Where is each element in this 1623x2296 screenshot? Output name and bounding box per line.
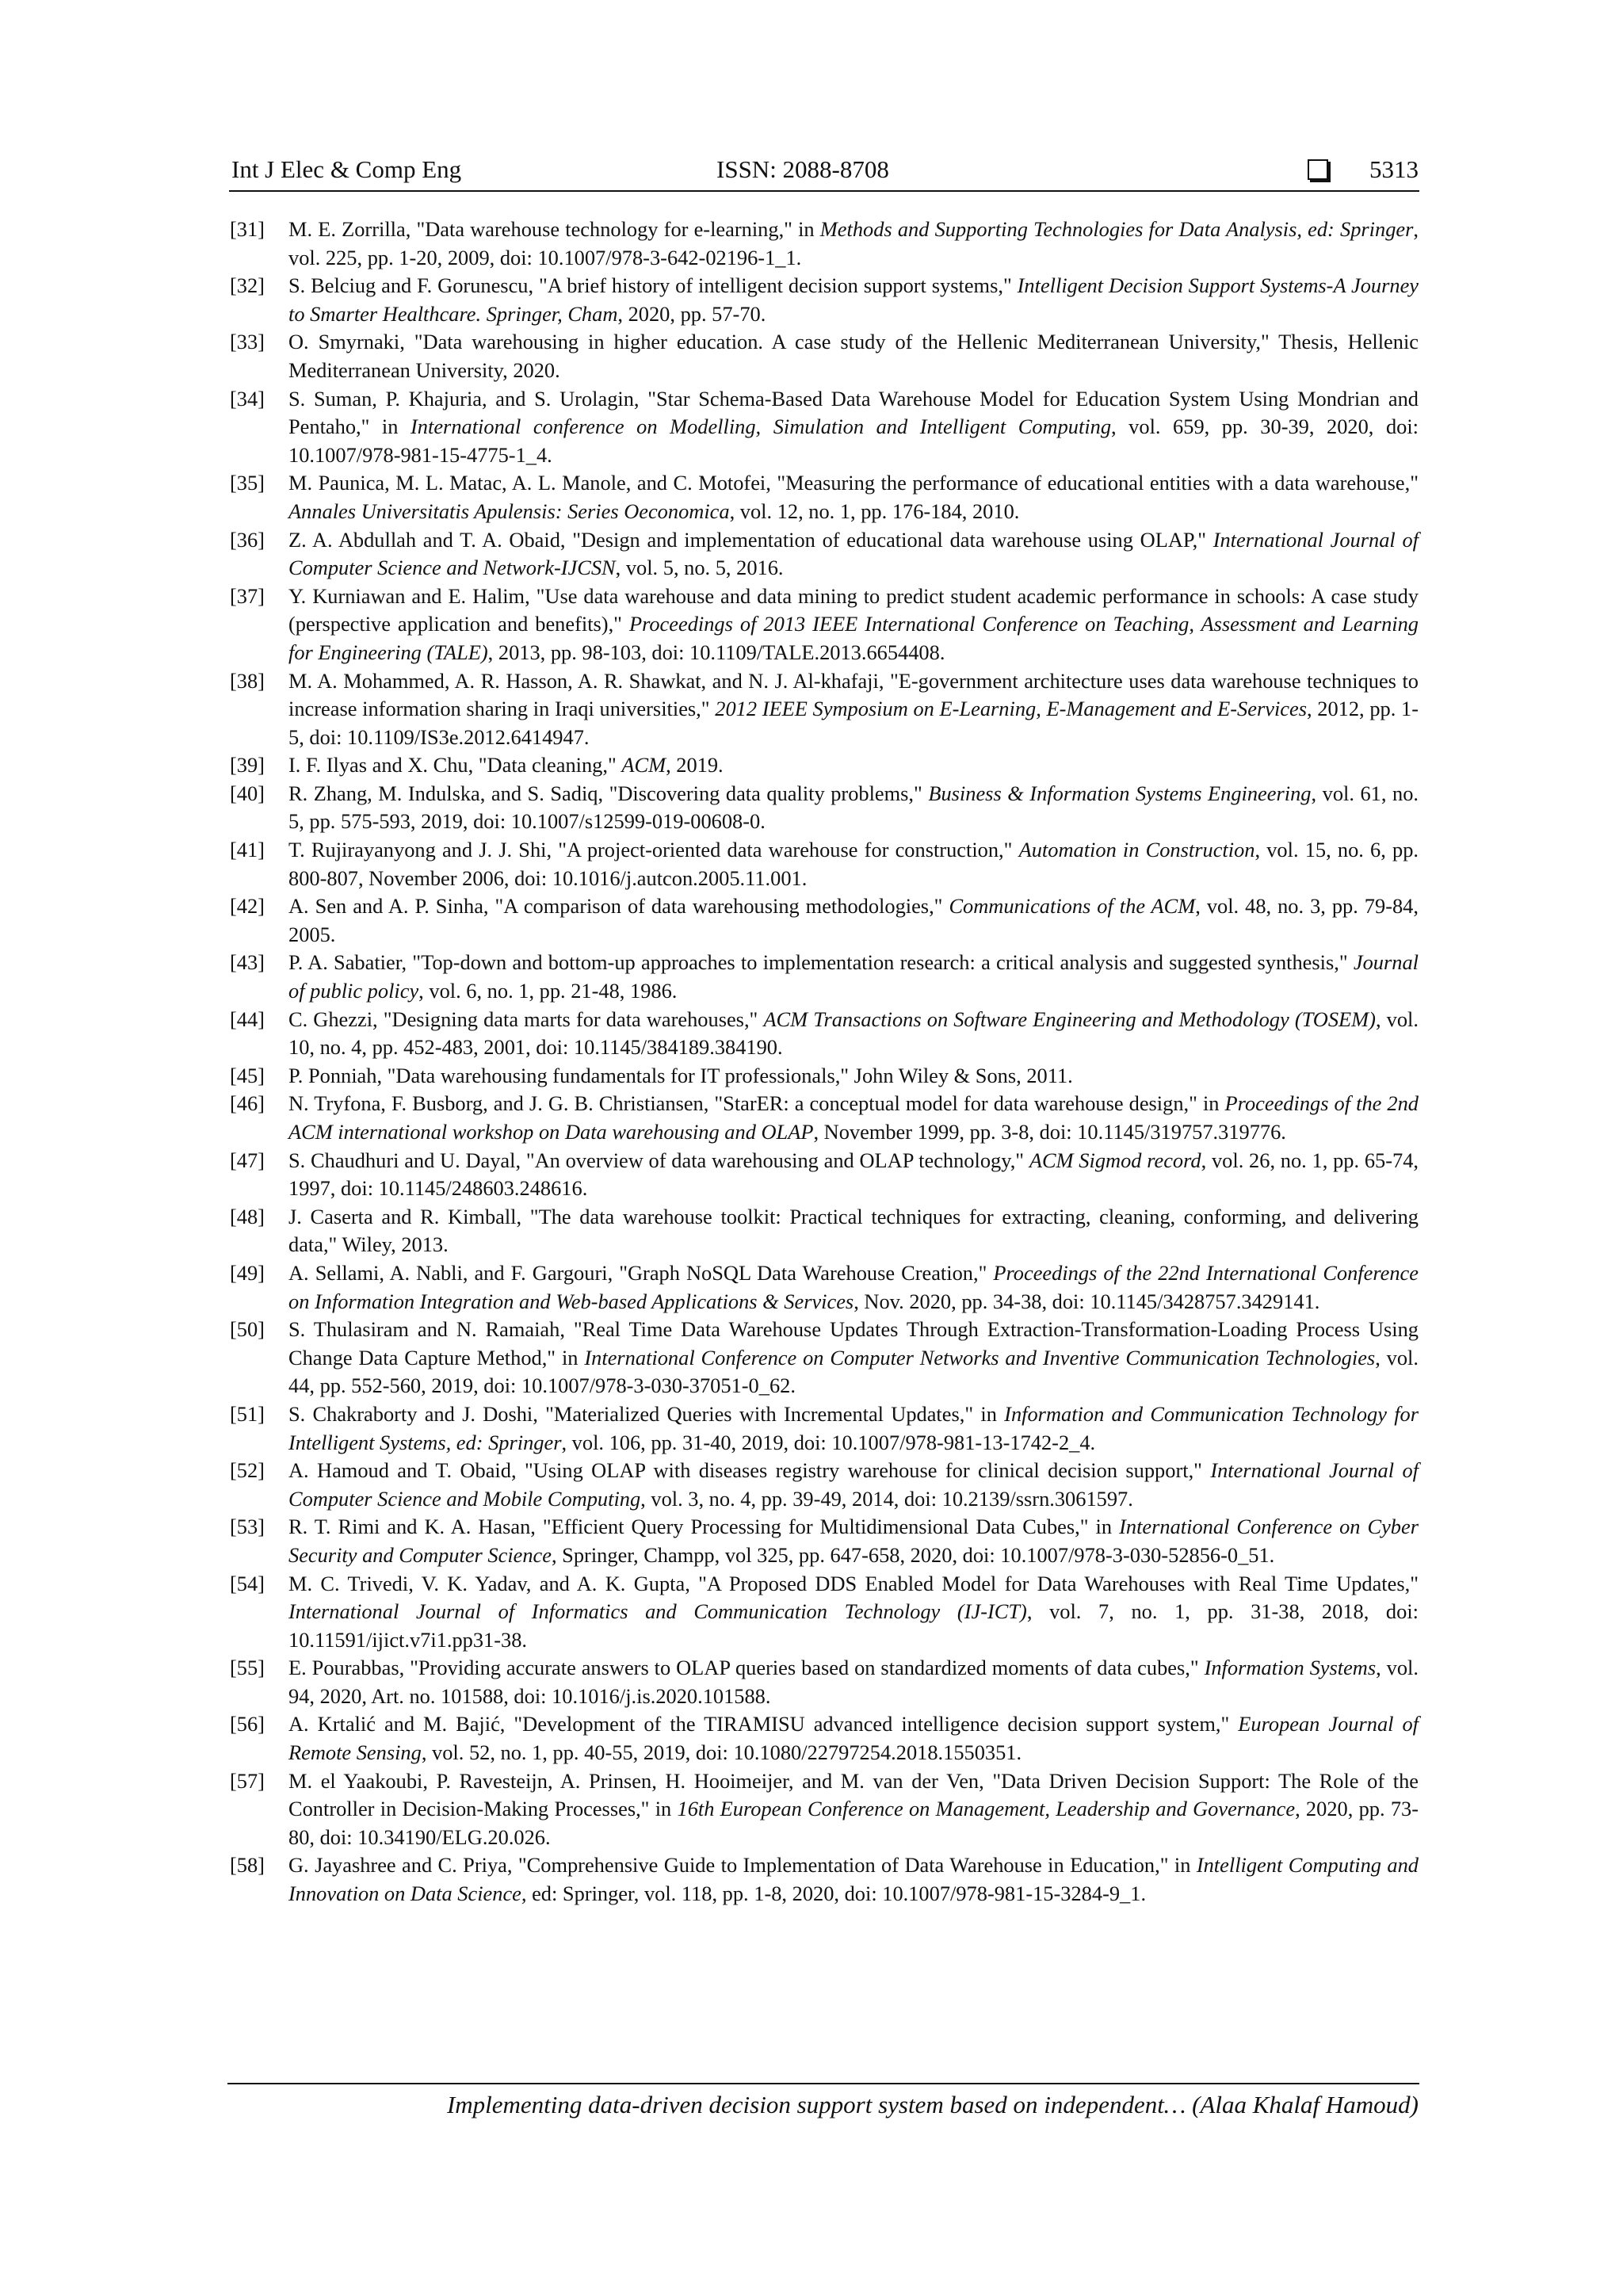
reference-number: [37] xyxy=(230,583,265,608)
reference-text: , 2012, pp. 1-5, doi: 10.1109/IS3e.2012.6414947. xyxy=(288,697,1419,749)
reference-number: [33] xyxy=(230,330,265,354)
reference-text: M. el Yaakoubi, P. Ravesteijn, A. Prinsen, H. Hooimeijer, and M. van der Ven, "Data Driven Decision Support: The Role of the Controller in Decision-Making Processes," in xyxy=(288,1768,1419,1821)
reference-number: [42] xyxy=(230,894,265,919)
reference-text: P. Ponniah, "Data warehousing fundamentals for IT professionals," John Wiley & Sons, 2011. xyxy=(288,1063,1073,1087)
reference-venue: Information and Communication Technology for Intelligent Systems, ed: Springer xyxy=(288,1401,1419,1454)
reference-venue: Business & Information Systems Engineering xyxy=(928,781,1312,805)
reference-text: A. Krtalić and M. Bajić, "Development of the TIRAMISU advanced intelligence decision support system," xyxy=(288,1712,1239,1736)
reference-text: J. Caserta and R. Kimball, "The data warehouse toolkit: Practical techniques for extracting, cleaning, conforming, and delivering data," Wiley, 2013. xyxy=(288,1204,1419,1257)
reference-text: S. Belciug and F. Gorunescu, "A brief history of intelligent decision support systems," xyxy=(288,273,1018,298)
reference-number: [52] xyxy=(230,1458,265,1483)
reference-text: O. Smyrnaki, "Data warehousing in higher education. A case study of the Hellenic Mediterranean University," Thesis, Hellenic Mediterranean University, 2020. xyxy=(288,330,1419,382)
reference-text: R. T. Rimi and K. A. Hasan, "Efficient Query Processing for Multidimensional Data Cubes," in xyxy=(288,1515,1120,1539)
reference-venue: Journal of public policy xyxy=(288,950,1419,1003)
reference-number: [48] xyxy=(230,1204,265,1228)
reference-text: , vol. 7, no. 1, pp. 31-38, 2018, doi: 10.11591/ijict.v7i1.pp31-38. xyxy=(288,1599,1419,1652)
reference-number: [57] xyxy=(230,1768,265,1793)
reference-venue: Methods and Supporting Technologies for Data Analysis, ed: Springer xyxy=(819,217,1414,241)
reference-item xyxy=(230,751,1419,780)
reference-item xyxy=(230,667,1419,752)
reference-item xyxy=(230,1006,1419,1062)
reference-text: , vol. 26, no. 1, pp. 65-74, 1997, doi: 10.1145/248603.248616. xyxy=(288,1148,1419,1201)
reference-text: , vol. 15, no. 6, pp. 800-807, November 2006, doi: 10.1016/j.autcon.2005.11.001. xyxy=(288,838,1419,890)
reference-text: P. A. Sabatier, "Top-down and bottom-up approaches to implementation research: a critical analysis and suggested synthesis," xyxy=(288,950,1354,975)
reference-text: N. Tryfona, F. Busborg, and J. G. B. Christiansen, "StarER: a conceptual model for data warehouse design," in xyxy=(288,1091,1225,1116)
reference-text: , 2020, pp. 73-80, doi: 10.34190/ELG.20.026. xyxy=(288,1797,1419,1849)
reference-text: M. E. Zorrilla, "Data warehouse technology for e-learning," in xyxy=(288,217,820,241)
reference-text: M. Paunica, M. L. Matac, A. L. Manole, and C. Motofei, "Measuring the performance of educational entities with a data warehouse," xyxy=(288,471,1419,495)
reference-number: [49] xyxy=(230,1260,265,1285)
reference-number: [39] xyxy=(230,753,265,777)
reference-number: [47] xyxy=(230,1148,265,1172)
footer-rule xyxy=(227,2083,1419,2084)
header-rule xyxy=(229,190,1419,192)
reference-venue: ACM Sigmod record xyxy=(1029,1148,1201,1172)
reference-number: [46] xyxy=(230,1091,265,1116)
reference-text: S. Chaudhuri and U. Dayal, "An overview of data warehousing and OLAP technology," xyxy=(288,1148,1029,1172)
reference-number: [53] xyxy=(230,1515,265,1539)
reference-venue: International Journal of Computer Science and Mobile Computing xyxy=(288,1458,1419,1511)
reference-text: , vol. 48, no. 3, pp. 79-84, 2005. xyxy=(288,894,1419,946)
reference-number: [55] xyxy=(230,1656,265,1680)
reference-number: [40] xyxy=(230,781,265,805)
reference-venue: 2012 IEEE Symposium on E-Learning, E-Management and E-Services xyxy=(715,697,1307,721)
reference-item xyxy=(230,216,1419,272)
page-number: 5313 xyxy=(1369,155,1419,183)
reference-venue: 16th European Conference on Management, Leadership and Governance xyxy=(677,1797,1296,1821)
reference-text: C. Ghezzi, "Designing data marts for data warehouses," xyxy=(288,1007,764,1031)
page-header xyxy=(231,155,1419,189)
reference-number: [38] xyxy=(230,668,265,693)
reference-number: [50] xyxy=(230,1317,265,1342)
reference-number: [41] xyxy=(230,838,265,862)
reference-text: , Nov. 2020, pp. 34-38, doi: 10.1145/3428757.3429141. xyxy=(854,1289,1320,1313)
reference-list xyxy=(230,216,1419,1908)
reference-text: , vol. 12, no. 1, pp. 176-184, 2010. xyxy=(729,499,1020,523)
reference-item xyxy=(230,1710,1419,1767)
issn: ISSN: 2088-8708 xyxy=(716,155,889,183)
reference-text: I. F. Ilyas and X. Chu, "Data cleaning," xyxy=(288,753,622,777)
reference-venue: Intelligent Computing and Innovation on Data Science, xyxy=(288,1853,1419,1906)
reference-text: M. C. Trivedi, V. K. Yadav, and A. K. Gupta, "A Proposed DDS Enabled Model for Data Warehouses with Real Time Updates," xyxy=(288,1571,1419,1595)
reference-number: [32] xyxy=(230,273,265,298)
reference-venue: International Journal of Computer Science and Network-IJCSN xyxy=(288,527,1419,580)
reference-item xyxy=(230,328,1419,384)
reference-text: Z. A. Abdullah and T. A. Obaid, "Design and implementation of educational data warehouse using OLAP," xyxy=(288,527,1213,552)
reference-item xyxy=(230,1062,1419,1091)
reference-text: , vol. 44, pp. 552-560, 2019, doi: 10.1007/978-3-030-37051-0_62. xyxy=(288,1345,1419,1398)
reference-number: [56] xyxy=(230,1712,265,1736)
reference-venue: International Journal of Informatics and Communication Technology (IJ-ICT) xyxy=(288,1599,1027,1624)
journal-name: Int J Elec & Comp Eng xyxy=(231,155,462,183)
reference-text: A. Sen and A. P. Sinha, "A comparison of data warehousing methodologies," xyxy=(288,894,949,919)
reference-number: [44] xyxy=(230,1007,265,1031)
reference-venue: Intelligent Decision Support Systems-A Journey to Smarter Healthcare. Springer, Cham xyxy=(288,273,1419,326)
reference-item xyxy=(230,1457,1419,1513)
reference-text: R. Zhang, M. Indulska, and S. Sadiq, "Discovering data quality problems," xyxy=(288,781,929,805)
reference-item xyxy=(230,1513,1419,1569)
reference-text: G. Jayashree and C. Priya, "Comprehensive Guide to Implementation of Data Warehouse in Education," in xyxy=(288,1853,1197,1878)
reference-text: , vol. 3, no. 4, pp. 39-49, 2014, doi: 10.2139/ssrn.3061597. xyxy=(640,1486,1133,1511)
reference-venue: Proceedings of the 2nd ACM international workshop on Data warehousing and OLAP xyxy=(288,1091,1419,1144)
reference-item xyxy=(230,526,1419,583)
reference-item xyxy=(230,1090,1419,1146)
reference-item xyxy=(230,1400,1419,1457)
reference-text: , 2020, pp. 57-70. xyxy=(617,301,766,326)
reference-number: [54] xyxy=(230,1571,265,1595)
reference-venue: International Conference on Computer Networks and Inventive Communication Technologies xyxy=(584,1345,1376,1370)
reference-text: A. Sellami, A. Nabli, and F. Gargouri, "Graph NoSQL Data Warehouse Creation," xyxy=(288,1260,994,1285)
running-footer: Implementing data-driven decision support system based on independent… (Alaa Khalaf Hamoud) xyxy=(446,2091,1419,2118)
page-number-group xyxy=(1308,155,1419,184)
reference-text: T. Rujirayanyong and J. J. Shi, "A project-oriented data warehouse for construction," xyxy=(288,838,1019,862)
reference-text: S. Suman, P. Khajuria, and S. Urolagin, "Star Schema-Based Data Warehouse Model for Education System Using Mondrian and Pentaho," in xyxy=(288,386,1419,439)
reference-item xyxy=(230,1767,1419,1852)
reference-text: , November 1999, pp. 3-8, doi: 10.1145/319757.319776. xyxy=(813,1120,1286,1144)
reference-item xyxy=(230,583,1419,667)
reference-item xyxy=(230,780,1419,836)
reference-number: [58] xyxy=(230,1853,265,1878)
reference-venue: Automation in Construction xyxy=(1018,838,1255,862)
reference-item xyxy=(230,1570,1419,1655)
reference-venue: European Journal of Remote Sensing xyxy=(288,1712,1419,1765)
reference-number: [35] xyxy=(230,471,265,495)
reference-text: E. Pourabbas, "Providing accurate answers to OLAP queries based on standardized moments of data cubes," xyxy=(288,1656,1205,1680)
reference-item xyxy=(230,1851,1419,1908)
reference-venue: Proceedings of 2013 IEEE International Conference on Teaching, Assessment and Learning for Engineering (TALE) xyxy=(288,612,1419,664)
reference-text: M. A. Mohammed, A. R. Hasson, A. R. Shawkat, and N. J. Al-khafaji, "E-government architecture uses data warehouse techniques to increase information sharing in Iraqi universities," xyxy=(288,668,1419,721)
reference-item xyxy=(230,1203,1419,1259)
reference-text: , 2019. xyxy=(666,753,724,777)
reference-item xyxy=(230,1147,1419,1203)
reference-item xyxy=(230,469,1419,525)
reference-venue: Information Systems xyxy=(1204,1656,1377,1680)
reference-number: [45] xyxy=(230,1063,265,1087)
reference-text: Y. Kurniawan and E. Halim, "Use data warehouse and data mining to predict student academic performance in schools: A case study (perspective application and benefits)," xyxy=(288,583,1419,636)
reference-venue: Communications of the ACM xyxy=(949,894,1196,919)
reference-item xyxy=(230,1654,1419,1710)
reference-item xyxy=(230,385,1419,470)
reference-venue: Proceedings of the 22nd International Conference on Information Integration and Web-based Applications & Services xyxy=(288,1260,1419,1313)
reference-text: S. Chakraborty and J. Doshi, "Materialized Queries with Incremental Updates," in xyxy=(288,1401,1005,1426)
reference-text: , vol. 659, pp. 30-39, 2020, doi: 10.1007/978-981-15-4775-1_4. xyxy=(288,415,1419,467)
reference-item xyxy=(230,1316,1419,1400)
reference-number: [51] xyxy=(230,1401,265,1426)
reference-text: , vol. 106, pp. 31-40, 2019, doi: 10.1007/978-981-13-1742-2_4. xyxy=(561,1430,1096,1454)
reference-text: , vol. 61, no. 5, pp. 575-593, 2019, doi: 10.1007/s12599-019-00608-0. xyxy=(288,781,1419,834)
reference-text: , vol. 6, no. 1, pp. 21-48, 1986. xyxy=(418,979,678,1003)
reference-text: , vol. 94, 2020, Art. no. 101588, doi: 10.1016/j.is.2020.101588. xyxy=(288,1656,1419,1708)
reference-text: , vol. 10, no. 4, pp. 452-483, 2001, doi: 10.1145/384189.384190. xyxy=(288,1007,1419,1060)
reference-text: , 2013, pp. 98-103, doi: 10.1109/TALE.2013.6654408. xyxy=(487,640,945,664)
reference-number: [36] xyxy=(230,527,265,552)
reference-text: , vol. 5, no. 5, 2016. xyxy=(615,556,784,580)
reference-number: [31] xyxy=(230,217,265,241)
reference-number: [34] xyxy=(230,386,265,411)
reference-text: , Springer, Champp, vol 325, pp. 647-658, 2020, doi: 10.1007/978-3-030-52856-0_51. xyxy=(551,1542,1275,1567)
reference-venue: ACM xyxy=(621,753,666,777)
reference-text: S. Thulasiram and N. Ramaiah, "Real Time Data Warehouse Updates Through Extraction-Transformation-Loading Process Using Change Data Capture Method," in xyxy=(288,1317,1419,1370)
reference-item xyxy=(230,272,1419,328)
reference-venue: Annales Universitatis Apulensis: Series Oeconomica xyxy=(288,499,730,523)
reference-item xyxy=(230,836,1419,892)
reference-item xyxy=(230,892,1419,949)
reference-text: , vol. 225, pp. 1-20, 2009, doi: 10.1007/978-3-642-02196-1_1. xyxy=(288,217,1419,269)
reference-item xyxy=(230,949,1419,1005)
reference-venue: ACM Transactions on Software Engineering and Methodology (TOSEM) xyxy=(763,1007,1376,1031)
reference-item xyxy=(230,1259,1419,1316)
square-icon xyxy=(1308,159,1328,180)
reference-text: ed: Springer, vol. 118, pp. 1-8, 2020, doi: 10.1007/978-981-15-3284-9_1. xyxy=(526,1881,1147,1906)
reference-text: A. Hamoud and T. Obaid, "Using OLAP with diseases registry warehouse for clinical decision support," xyxy=(288,1458,1211,1483)
reference-text: , vol. 52, no. 1, pp. 40-55, 2019, doi: 10.1080/22797254.2018.1550351. xyxy=(421,1740,1022,1765)
reference-venue: International conference on Modelling, Simulation and Intelligent Computing xyxy=(411,415,1112,439)
reference-number: [43] xyxy=(230,950,265,975)
reference-venue: International Conference on Cyber Security and Computer Science xyxy=(288,1515,1419,1567)
